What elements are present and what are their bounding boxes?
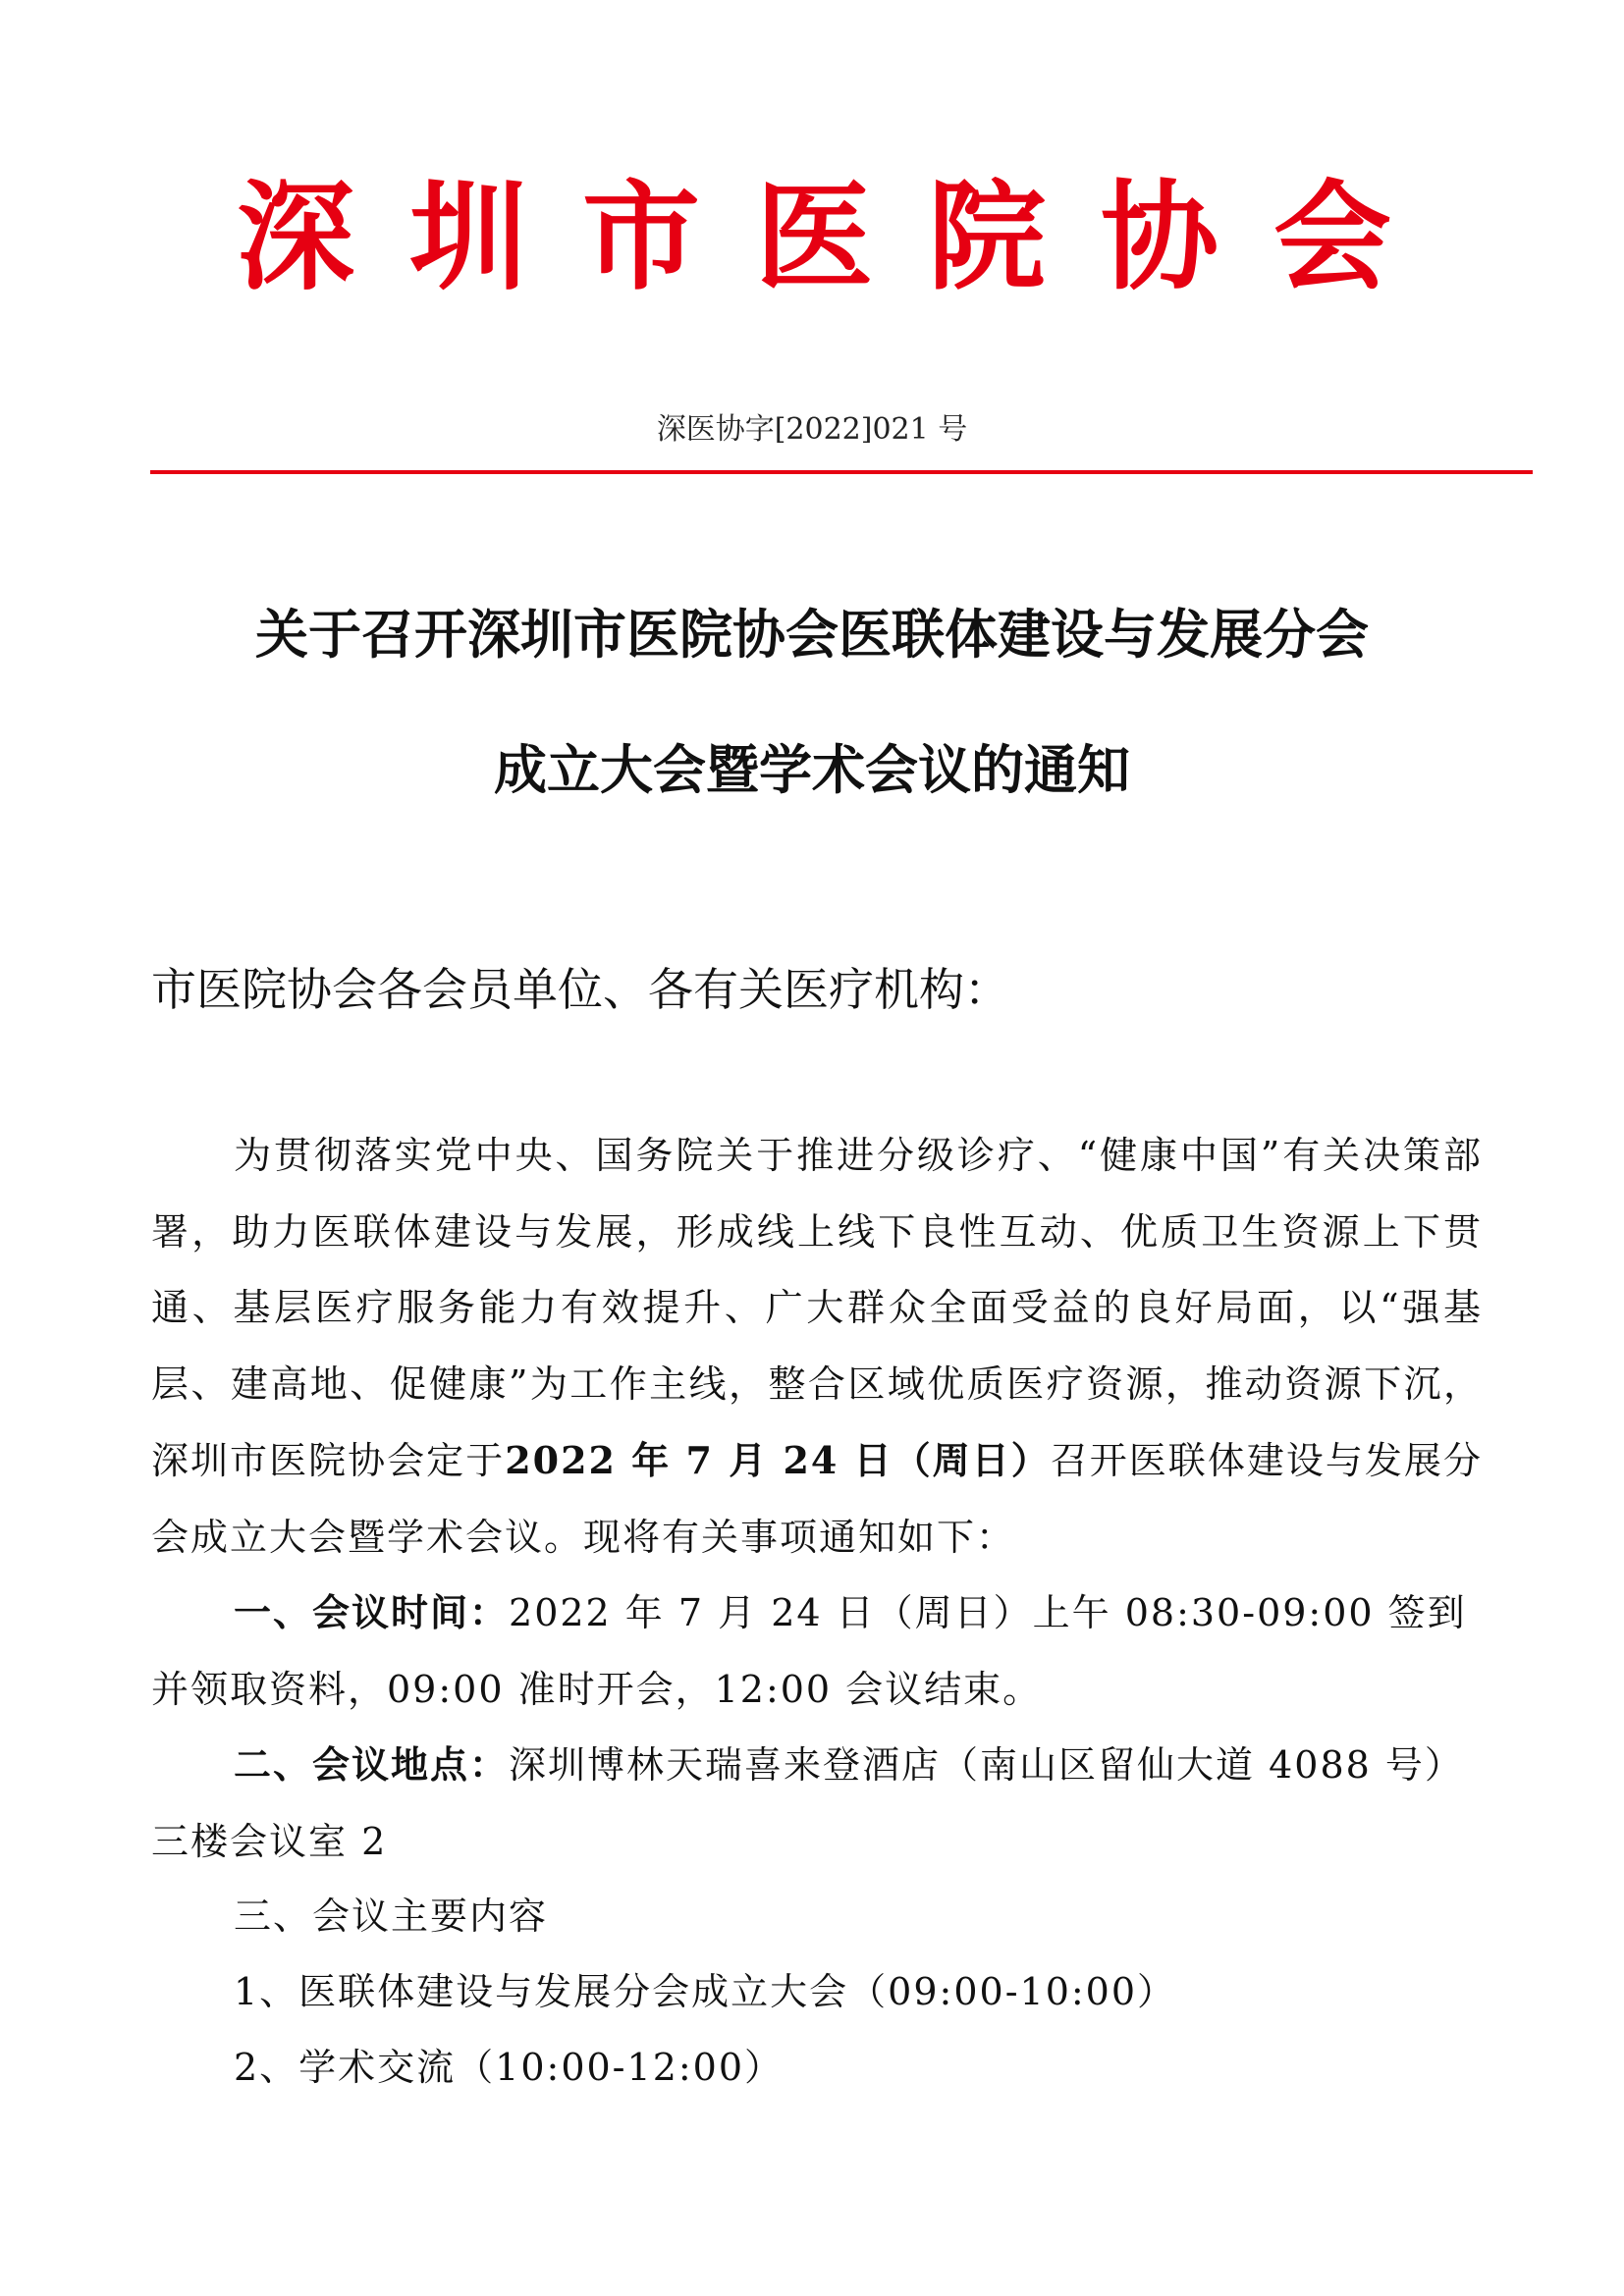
section-1-heading: 一、会议时间： [234, 1590, 510, 1634]
intro-paragraph [151, 1118, 1483, 1575]
section-meeting-time [151, 1575, 1483, 1728]
agenda-item-2: 2、学术交流（10:00-12:00） [234, 2046, 785, 2089]
section-1-text: 2022 年 7 月 24 日（周日）上午 08:30-09:00 签到并领取资料，09:00 准时开会，12:00 会议结束。 [151, 1591, 1467, 1711]
document-title-line-2: 成立大会暨学术会议的通知 [494, 739, 1130, 801]
document-number: 深医协字[2022]021 号 [656, 412, 968, 447]
meeting-date-highlight: 2022 年 7 月 24 日（周日） [505, 1438, 1051, 1482]
header-divider [150, 470, 1533, 474]
intro-text-part-1: 为贯彻落实党中央、国务院关于推进分级诊疗、“健康中国”有关决策部署，助力医联体建设与发展，形成线上线下良性互动、优质卫生资源上下贯通、基层医疗服务能力有效提升、广大群众全面受益的良好局面，以“强基层、建高地、促健康”为工作主线，整合区域优质医疗资源，推动资源下沉，深圳市医院协会定于 [151, 1134, 1483, 1482]
section-meeting-venue [151, 1727, 1483, 1880]
section-3-heading: 三、会议主要内容 [234, 1895, 549, 1938]
letterhead-org-name: 深圳市医院协会 [237, 170, 1446, 306]
section-2-text: 深圳博林天瑞喜来登酒店（南山区留仙大道 4088 号）三楼会议室 2 [151, 1743, 1464, 1863]
section-2-heading: 二、会议地点： [234, 1742, 510, 1787]
agenda-item-1: 1、医联体建设与发展分会成立大会（09:00-10:00） [234, 1970, 1177, 2013]
intro-text-part-2: 召开医联体建设与发展分会成立大会暨学术会议。现将有关事项通知如下： [151, 1439, 1483, 1559]
salutation: 市医院协会各会员单位、各有关医疗机构： [151, 963, 1009, 1016]
document-title-line-1: 关于召开深圳市医院协会医联体建设与发展分会 [255, 604, 1369, 666]
